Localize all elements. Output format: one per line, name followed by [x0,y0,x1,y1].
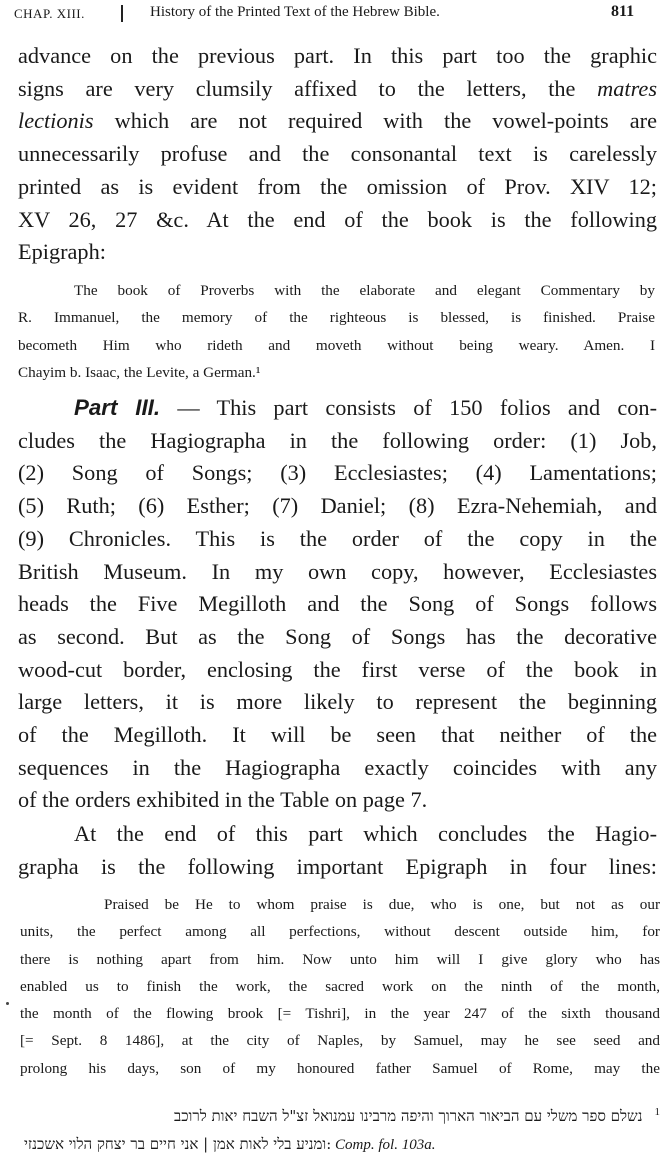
section-heading: Part III. [74,395,161,420]
text-line: printed as is evident from the omission of Prov. XIV 12; [18,173,657,199]
text-line: Part III. — This part consists of 150 folios and con- [74,395,657,420]
header-rule [121,5,123,22]
italic-term: lectionis [18,108,94,134]
text-line: lectionis which are not required with the vowel-points are [18,108,657,134]
text-line: The book of Proverbs with the elaborate and elegant Commentary by [74,282,655,299]
text-line: large letters, it is more likely to represent the beginning [18,689,657,715]
hebrew-text: :ומניע בלי לאות אמן | אני חיים בר יצחק הלוי אשכנזי [24,1135,332,1153]
paragraph-epigraph-intro [18,818,657,883]
text-line: [= Sept. 8 1486], at the city of Naples, by Samuel, may he see seed and [20,1032,660,1050]
text-line: of the Megilloth. It will be seen that neither of the [18,722,657,748]
text-line: Epigraph: [18,239,106,265]
italic-term: matres [597,75,657,101]
text-line: the month of the flowing brook [= Tishri], in the year 247 of the sixth thousand [20,1005,660,1023]
epigraph-proverbs [18,277,655,386]
hebrew-text: נשלם ספר משלי עם הביאור הארוך והיפה מרבינו עמנואל זצ"ל השבח יאות לרוכב [173,1107,643,1125]
footnote-marker: 1 [654,1106,660,1118]
text-line: R. Immanuel, the memory of the righteous is blessed, is finished. Praise [18,309,655,327]
epigraph-hagiographa [20,891,660,1082]
text-line: there is nothing apart from him. Now unto him will I give glory who has [20,950,660,968]
footnote [24,1099,660,1159]
text-line: prolong his days, son of my honoured father Samuel of Rome, may the [20,1059,660,1077]
text-line: advance on the previous part. In this part too the graphic [18,43,657,68]
text-line: (2) Song of Songs; (3) Ecclesiastes; (4) Lamentations; [18,460,657,486]
text-line: Praised be He to whom praise is due, who is one, but not as our [104,896,660,913]
text-line: (5) Ruth; (6) Esther; (7) Daniel; (8) Ezra-Nehemiah, and [18,493,657,519]
text-line: XV 26, 27 &c. At the end of the book is the following [18,206,657,232]
text-line: as second. But as the Song of Songs has the decorative [18,623,657,649]
running-title: History of the Printed Text of the Hebrew Bible. [150,4,440,20]
text-line: Chayim b. Isaac, the Levite, a German.¹ [18,363,261,381]
text-line: signs are very clumsily affixed to the letters, the matres [18,75,657,101]
text-line: units, the perfect among all perfections, without descent outside him, for [20,923,660,941]
text-line: (9) Chronicles. This is the order of the copy in the [18,525,657,551]
footnote-line [24,1099,660,1131]
chapter-label: CHAP. XIII. [14,6,85,21]
paragraph-part-iii [18,392,657,817]
text-line: British Museum. In my own copy, however, Ecclesiastes [18,558,657,584]
text-line: heads the Five Megilloth and the Song of Songs follows [18,591,657,617]
text-line: unnecessarily profuse and the consonantal text is carelessly [18,141,657,167]
text-line: wood-cut border, enclosing the first verse of the book in [18,656,657,682]
text-line: cludes the Hagiographa in the following order: (1) Job, [18,427,657,453]
text-line: becometh Him who rideth and moveth without being weary. Amen. I [18,336,655,354]
page-number: 811 [611,3,635,20]
text-line: enabled us to finish the work, the sacred work on the ninth of the month, [20,977,660,995]
text-line: of the orders exhibited in the Table on page 7. [18,787,428,813]
running-header [0,0,662,30]
footnote-line [24,1131,660,1159]
text-line: grapha is the following important Epigraph in four lines: [18,853,657,879]
text-line: At the end of this part which concludes the Hagio- [74,821,657,846]
text-line: sequences in the Hagiographa exactly coincides with any [18,754,657,780]
margin-mark [6,1002,9,1005]
footnote-reference: Comp. fol. 103a. [335,1137,436,1153]
paragraph-1 [18,40,657,269]
